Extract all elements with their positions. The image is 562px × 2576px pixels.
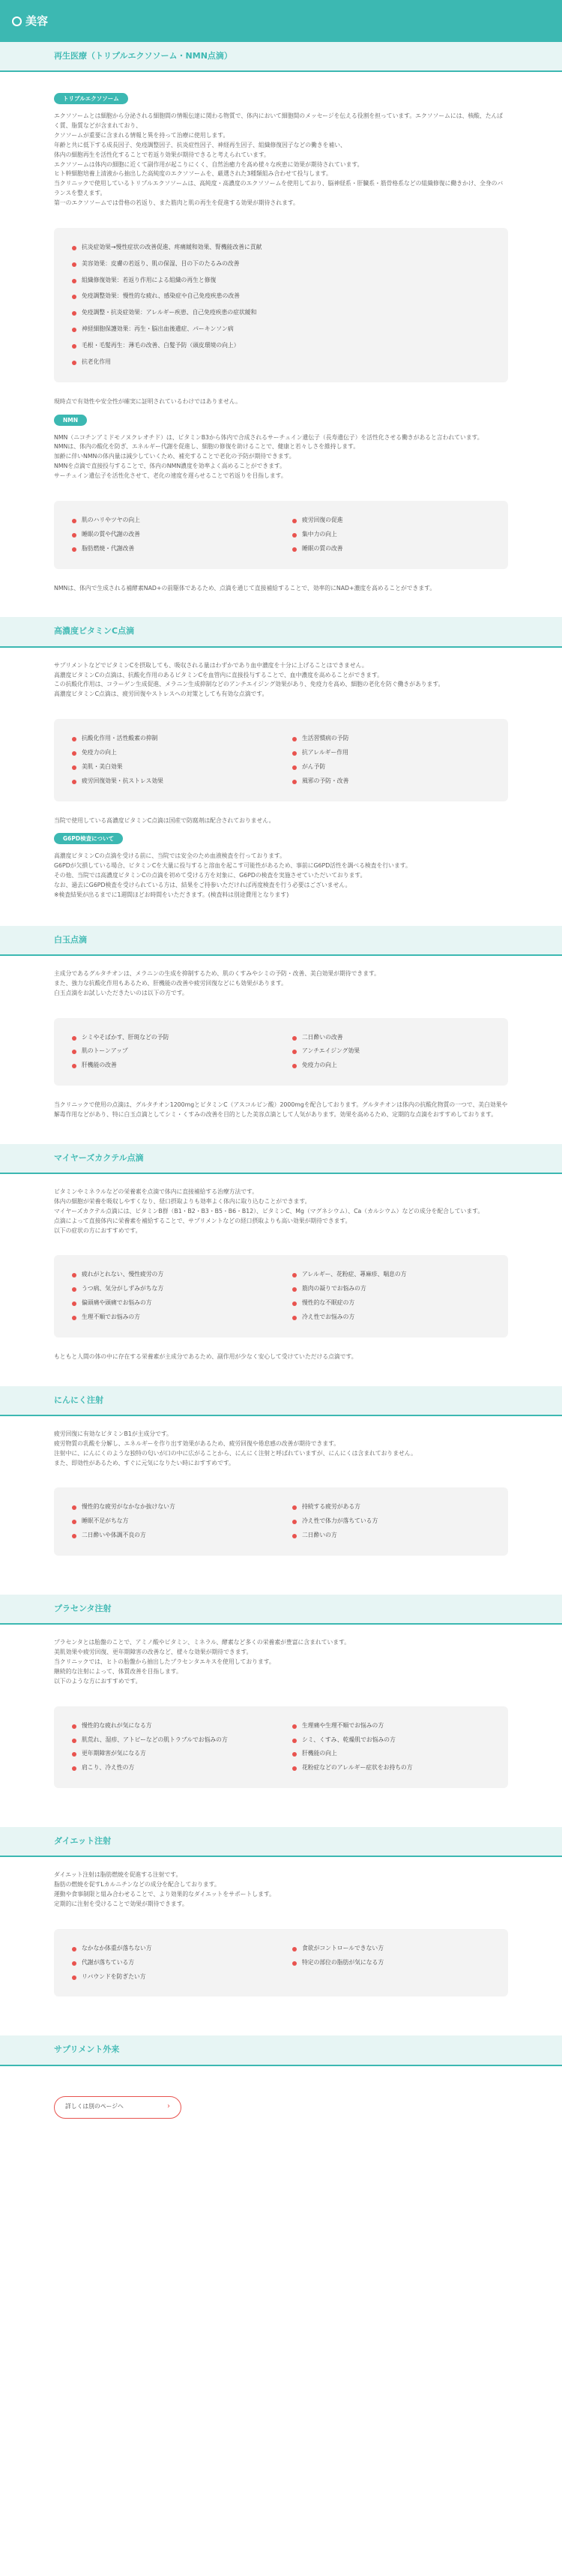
benefit-text: 集中力の向上 xyxy=(302,530,337,538)
benefit-item xyxy=(72,358,490,367)
benefit-item xyxy=(292,1284,490,1294)
benefit-item xyxy=(292,1736,490,1745)
bullet-dot-icon xyxy=(72,1036,76,1041)
description-line: なお、過去にG6PD検査を受けられている方は、結果をご持参いただければ再度検査を行う必要はございません。 xyxy=(54,881,351,888)
benefit-text: 疲労回復効果・抗ストレス効果 xyxy=(82,777,163,784)
description-line: 脂肪の燃焼を促すLカルニチンなどの成分を配合しております。 xyxy=(54,1881,220,1889)
section-body xyxy=(0,1174,562,1386)
benefit-item xyxy=(72,530,270,540)
description-line: ダイエット注射は脂肪燃焼を促進する注射です。 xyxy=(54,1871,182,1879)
benefits-list xyxy=(72,734,490,786)
description-line: クソソームが重要に含まれる情報と異を持って治療に使用します。 xyxy=(54,132,229,139)
bullet-dot-icon xyxy=(292,533,297,538)
page-header xyxy=(0,0,562,42)
benefit-item xyxy=(292,1313,490,1322)
bullet-dot-icon xyxy=(72,1724,76,1729)
description-line: ヒト幹細胞培養上清液から抽出した高純度のエクソソームを、厳選された3種類組み合わせて投与します。 xyxy=(54,170,332,178)
benefit-text: 脂肪燃焼・代謝改善 xyxy=(82,544,135,552)
bullet-dot-icon xyxy=(72,1273,76,1278)
benefit-text: 免疫力の向上 xyxy=(302,1062,337,1069)
description-line: その他、当院では高濃度ビタミンCの点滴を初めて受ける方を対象に、G6PDの検査を実施させていただいております。 xyxy=(54,872,366,879)
benefit-text: 美肌・美白効果 xyxy=(82,762,123,770)
benefit-item xyxy=(72,1047,270,1056)
description-line: エクソソームは体内の細胞に近くて副作用が起こりにくく、自然治癒力を高め様々な疾患に効果が期待されています。 xyxy=(54,160,363,168)
benefit-text: 肝機能の向上 xyxy=(302,1750,337,1757)
benefit-text: 代謝が落ちている方 xyxy=(82,1958,135,1966)
section-heading: 再生医療（トリプルエクソソーム・NMN点滴） xyxy=(0,42,562,72)
benefit-text: 肝機能の改善 xyxy=(82,1062,117,1069)
description-line: ※検査結果が出るまでに1週間ほどお時間をいただきます。(検査料は別途費用となります) xyxy=(54,891,289,898)
benefit-text: 肌荒れ、湿疹、アトピーなどの肌トラブルでお悩みの方 xyxy=(82,1736,228,1743)
benefit-text: 二日酔いの改善 xyxy=(302,1033,343,1041)
bullet-dot-icon xyxy=(292,1064,297,1068)
bullet-dot-icon xyxy=(72,533,76,538)
details-link-button[interactable] xyxy=(54,2096,181,2119)
section-heading: マイヤーズカクテル点滴 xyxy=(0,1144,562,1174)
benefit-text: 免疫調整効果：慢性的な疲れ、感染症や自己免疫疾患の改善 xyxy=(82,292,240,300)
benefit-item xyxy=(292,1033,490,1043)
benefit-item xyxy=(72,1944,270,1954)
section-heading: ダイエット注射 xyxy=(0,1827,562,1857)
bullet-dot-icon xyxy=(292,1505,297,1510)
bullet-dot-icon xyxy=(72,1752,76,1757)
description xyxy=(54,1871,508,1909)
bullet-dot-icon xyxy=(72,1520,76,1524)
benefit-text: 慢性的な疲れが気になる方 xyxy=(82,1721,152,1729)
benefit-item xyxy=(292,1502,490,1512)
benefit-text: アンチエイジング効果 xyxy=(302,1047,360,1055)
benefit-text: 睡眠の質や代謝の改善 xyxy=(82,530,140,538)
benefits-box xyxy=(54,228,508,382)
bullet-dot-icon xyxy=(72,780,76,784)
note-text: もともと人間の体の中に存在する栄養素が主成分であるため、副作用が少なく安心して受けていただける点滴です。 xyxy=(54,1352,357,1360)
benefit-text: 抗炎症効果→慢性症状の改善促進、疼痛緩和効果、腎機能改善に貢献 xyxy=(82,243,262,250)
section-heading: 高濃度ビタミンC点滴 xyxy=(0,617,562,647)
bullet-dot-icon xyxy=(72,246,76,250)
bullet-dot-icon xyxy=(72,519,76,523)
benefit-item xyxy=(72,777,270,786)
bullet-dot-icon xyxy=(72,311,76,316)
description-line: マイヤーズカクテル点滴には、ビタミンB群（B1・B2・B3・B5・B6・B12）、ビタミンC、Mg（マグネシウム）、Ca（カルシウム）などの成分を配合しています。 xyxy=(54,1207,484,1215)
description-line: 体内の細胞が栄養を吸収しやすくなり、経口摂取よりも効率よく体内に取り込むことができます。 xyxy=(54,1198,311,1206)
section-heading: プラセンタ注射 xyxy=(0,1595,562,1625)
benefit-text: 二日酔いの方 xyxy=(302,1532,337,1539)
description-line: NMNを点滴で直接投与することで、体内のNMN濃度を効率よく高めることができます。 xyxy=(54,463,285,470)
bullet-dot-icon xyxy=(72,765,76,770)
note-text: 当クリニックで使用の点滴は、グルタチオン1200mgとビタミンC（アスコルビン酸）2000mgを配合しております。グルタチオンは体内の抗酸化物質の一つで、美白効果や解毒作用などがあり、特に白玉点滴としてシミ・くすみの改善を目的とした美容点滴として人気があります。効果を高めるため、定期的な点滴をおすすめしております。 xyxy=(54,1101,508,1118)
benefits-list xyxy=(72,1270,490,1322)
benefit-item xyxy=(72,1298,270,1308)
benefit-item xyxy=(72,1972,270,1982)
note-text: 現時点で有効性や安全性が確実に証明されているわけではありません。 xyxy=(54,397,241,405)
benefits-list xyxy=(72,516,490,554)
benefits-list xyxy=(72,243,490,367)
note-text: NMNは、体内で生成される補酵素NAD+の前駆体であるため、点滴を通じて直接補給することで、効率的にNAD+濃度を高めることができます。 xyxy=(54,584,436,592)
sub-heading-badge: G6PD検査について xyxy=(54,833,123,844)
benefit-item xyxy=(292,530,490,540)
benefit-text: 生理痛や生理不順でお悩みの方 xyxy=(302,1721,384,1729)
benefit-item xyxy=(292,1944,490,1954)
benefit-text: シミやそばかす、肝斑などの予防 xyxy=(82,1033,169,1041)
benefit-item xyxy=(72,1763,270,1773)
bullet-dot-icon xyxy=(72,1947,76,1951)
bullet-dot-icon xyxy=(72,1766,76,1771)
benefit-text: 疲労回復の促進 xyxy=(302,516,343,523)
benefit-text: 筋肉の凝りでお悩みの方 xyxy=(302,1285,366,1292)
bullet-dot-icon xyxy=(292,1752,297,1757)
bullet-dot-icon xyxy=(292,519,297,523)
bullet-dot-icon xyxy=(292,1036,297,1041)
benefit-text: 風邪の予防・改善 xyxy=(302,777,349,784)
bullet-dot-icon xyxy=(292,1287,297,1292)
benefit-text: 生理不順でお悩みの方 xyxy=(82,1313,140,1321)
benefit-item xyxy=(72,341,490,351)
bullet-dot-icon xyxy=(292,1724,297,1729)
benefit-item xyxy=(292,516,490,526)
benefit-item xyxy=(72,1270,270,1280)
benefit-item xyxy=(72,243,490,253)
description-line: この抗酸化作用は、コラーゲン生成促進、メラニン生成抑制などのアンチエイジング効果があり、免疫力を高め、細胞の老化を防ぐ働きがあります。 xyxy=(54,681,444,688)
description-line: 加齢に伴いNMNの体内量は減少していくため、補充することで老化の予防が期待できます。 xyxy=(54,453,295,460)
benefit-item xyxy=(72,1517,270,1526)
benefit-item xyxy=(292,1749,490,1759)
benefit-item xyxy=(292,748,490,758)
benefit-item xyxy=(292,734,490,744)
benefit-text: 美容効果：皮膚の若返り、肌の保湿、目の下のたるみの改善 xyxy=(82,259,240,267)
bullet-dot-icon xyxy=(72,1287,76,1292)
benefit-item xyxy=(72,1958,270,1968)
benefit-item xyxy=(72,748,270,758)
description-line: 美肌効果や疲労回復、更年期障害の改善など、様々な効果が期待できます。 xyxy=(54,1649,253,1656)
description-line: 白玉点滴をお試しいただきたいのは以下の方です。 xyxy=(54,989,188,996)
bullet-dot-icon xyxy=(292,751,297,756)
description xyxy=(54,112,508,208)
benefits-list xyxy=(72,1502,490,1541)
section-body xyxy=(0,648,562,926)
benefits-box xyxy=(54,1706,508,1788)
description-line: 点滴によって直接体内に栄養素を補給することで、サプリメントなどの経口摂取よりも高い効果が期待できます。 xyxy=(54,1217,351,1224)
benefit-text: 偏頭痛や頭痛でお悩みの方 xyxy=(82,1299,152,1307)
benefit-item xyxy=(72,1749,270,1759)
section-body xyxy=(0,2066,562,2143)
benefit-item xyxy=(72,544,270,554)
benefits-box xyxy=(54,1255,508,1337)
description xyxy=(54,1430,508,1468)
benefit-text: 更年期障害が気になる方 xyxy=(82,1750,146,1757)
benefits-list xyxy=(72,1033,490,1071)
page-title: 美容 xyxy=(25,13,49,28)
circle-icon xyxy=(12,16,22,26)
benefit-item xyxy=(292,1517,490,1526)
description-line: プラセンタとは胎盤のことで、アミノ酸やビタミン、ミネラル、酵素など多くの栄養素が豊富に含まれています。 xyxy=(54,1639,351,1646)
benefit-text: リバウンドを防ぎたい方 xyxy=(82,1972,146,1980)
bullet-dot-icon xyxy=(292,780,297,784)
description-line: 当クリニックでは、ヒトの胎盤から抽出したプラセンタエキスを使用しております。 xyxy=(54,1658,275,1666)
note-text: 当院で使用している高濃度ビタミンC点滴は国産で防腐剤は配合されておりません。 xyxy=(54,816,275,824)
benefit-text: 免疫力の向上 xyxy=(82,748,117,756)
benefit-text: 免疫調整・抗炎症効果：アレルギー疾患、自己免疫疾患の症状緩和 xyxy=(82,309,257,316)
description-line: 高濃度ビタミンC点滴は、疲労回復やストレスへの対策としても有効な点滴です。 xyxy=(54,690,268,698)
description-line: 体内の細胞再生を活性化することで若返り効果が期待できると考えられています。 xyxy=(54,151,270,158)
benefit-item xyxy=(72,516,270,526)
description-line: 高濃度ビタミンCの点滴は、抗酸化作用のあるビタミンCを血管内に直接投与することで、血中濃度を高めることができます。 xyxy=(54,671,383,678)
section-heading: サプリメント外来 xyxy=(0,2035,562,2065)
description-line: また、即効性があるため、すぐに元気になりたい時におすすめです。 xyxy=(54,1459,235,1466)
description-line: NMNは、体内の酸化を防ぎ、エネルギー代謝を促進し、細胞の修復を助けることで、健康と若々しさを維持します。 xyxy=(54,443,360,451)
bullet-dot-icon xyxy=(72,1961,76,1966)
description-line: 年齢と共に低下する成長因子、免疫調整因子、抗炎症性因子、神経再生因子、組織修復因子などの働きを補い、 xyxy=(54,141,346,148)
bullet-dot-icon xyxy=(72,547,76,552)
description-line: G6PDが欠損している場合、ビタミンCを大量に投与すると溶血を起こす可能性があるため、事前にG6PD活性を調べる検査を行います。 xyxy=(54,862,411,870)
benefit-text: 神経細胞保護効果：再生・脳出血後遺症、パーキンソン病 xyxy=(82,325,234,333)
bullet-dot-icon xyxy=(72,279,76,283)
section-body xyxy=(0,72,562,617)
bullet-dot-icon xyxy=(292,1961,297,1966)
benefit-item xyxy=(292,1298,490,1308)
benefit-item xyxy=(72,1721,270,1731)
benefit-text: 持続する疲労がある方 xyxy=(302,1503,360,1511)
benefit-text: 毛根・毛髪再生：薄毛の改善、白髪予防（頭皮環境の向上） xyxy=(82,342,240,349)
bullet-dot-icon xyxy=(292,1316,297,1320)
benefit-item xyxy=(72,762,270,772)
benefit-item xyxy=(72,1531,270,1541)
benefit-text: 慢性的な不眠症の方 xyxy=(302,1299,355,1307)
benefit-text: うつ病、気分がしずみがちな方 xyxy=(82,1285,164,1292)
benefits-box xyxy=(54,1018,508,1086)
description-line: ビタミンやミネラルなどの栄養素を点滴で体内に直接補給する治療方法です。 xyxy=(54,1188,259,1196)
benefit-item xyxy=(72,1736,270,1745)
benefit-item xyxy=(72,1502,270,1512)
bullet-dot-icon xyxy=(72,1505,76,1510)
description xyxy=(54,969,508,999)
description xyxy=(54,1638,508,1686)
bullet-dot-icon xyxy=(292,1520,297,1524)
description xyxy=(54,852,508,900)
benefit-item xyxy=(292,777,490,786)
bullet-dot-icon xyxy=(72,1534,76,1538)
bullet-dot-icon xyxy=(292,1534,297,1538)
bullet-dot-icon xyxy=(292,547,297,552)
benefit-text: 抗老化作用 xyxy=(82,358,111,365)
sub-heading-badge: トリプルエクソソーム xyxy=(54,93,128,104)
benefits-box xyxy=(54,501,508,569)
description-line: サプリメントなどでビタミンCを摂取しても、吸収される量はわずかであり血中濃度を十分に上げることはできません。 xyxy=(54,661,368,669)
benefits-box xyxy=(54,719,508,801)
benefit-text: 二日酔いや体調不良の方 xyxy=(82,1532,146,1539)
benefit-item xyxy=(292,544,490,554)
bullet-dot-icon xyxy=(292,1301,297,1306)
benefit-item xyxy=(72,1033,270,1043)
description-line: また、強力な抗酸化作用もあるため、肝機能の改善や疲労回復などにも効果があります。 xyxy=(54,979,287,987)
description-line: 注射中に、にんにくのような独特の匂いが口の中に広がることから、にんにく注射と呼ばれていますが、にんにくは含まれておりません。 xyxy=(54,1449,417,1457)
benefit-text: がん予防 xyxy=(302,762,326,770)
benefits-list xyxy=(72,1944,490,1982)
description-line: 疲労回復に有効なビタミンB1が主成分です。 xyxy=(54,1430,172,1438)
chevron-right-icon: › xyxy=(167,2102,170,2111)
description-line: NMN（ニコチンアミドモノヌクレオチド）は、ビタミンB3から体内で合成されるサーチュイン遺伝子（長寿遺伝子）を活性化させる働きがあると言われています。 xyxy=(54,433,483,441)
benefit-text: 組織修復効果：若返り作用による組織の再生と修復 xyxy=(82,276,217,283)
benefit-text: 肩こり、冷え性の方 xyxy=(82,1764,135,1772)
description-line: 高濃度ビタミンCの点滴を受ける前に、当院では安全のため血液検査を行っております。 xyxy=(54,852,285,860)
benefit-text: 生活習慣病の予防 xyxy=(302,735,349,742)
benefit-text: 花粉症などのアレルギー症状をお持ちの方 xyxy=(302,1764,413,1772)
section-body xyxy=(0,1857,562,2035)
description xyxy=(54,661,508,699)
benefit-item xyxy=(292,1061,490,1071)
benefits-box xyxy=(54,1929,508,1997)
benefit-item xyxy=(72,292,490,301)
description-line: 継続的な注射によって、体質改善を目指します。 xyxy=(54,1667,182,1675)
section-body xyxy=(0,1416,562,1595)
benefits-box xyxy=(54,1487,508,1556)
benefit-item xyxy=(292,1531,490,1541)
benefit-text: シミ、くすみ、乾燥肌でお悩みの方 xyxy=(302,1736,396,1743)
benefit-item xyxy=(72,259,490,269)
bullet-dot-icon xyxy=(292,1947,297,1951)
bullet-dot-icon xyxy=(72,751,76,756)
benefit-item xyxy=(292,1721,490,1731)
description xyxy=(54,433,508,481)
description-line: 以下の症状の方におすすめです。 xyxy=(54,1227,142,1234)
description-line: サーチュイン遺伝子を活性化させて、老化の速度を遅らせることで若返りを目指します。 xyxy=(54,472,287,480)
benefit-item xyxy=(72,276,490,286)
description-line: エクソソームとは細胞から分泌される細胞間の情報伝達に関わる物質で、体内において細胞間のメッセージを伝える役割を担っています。エクソソームには、核酸、たんぱく質、脂質などが含まれており、 xyxy=(54,112,504,130)
bullet-dot-icon xyxy=(72,737,76,741)
details-link-label: 詳しくは別のページへ xyxy=(65,2103,124,2110)
benefit-text: 抗酸化作用・活性酸素の抑制 xyxy=(82,735,158,742)
description-line: 当クリニックで使用しているトリプルエクソソームは、高純度・高濃度のエクソソームを使用しており、脳神経系・肝臓系・筋骨格系などの組織修復に働きかけ、全身のバランスを整えます。 xyxy=(54,180,504,197)
bullet-dot-icon xyxy=(292,765,297,770)
benefit-text: なかなか体重が落ちない方 xyxy=(82,1944,152,1951)
bullet-dot-icon xyxy=(292,1739,297,1743)
benefit-item xyxy=(292,762,490,772)
benefit-text: 抗アレルギー作用 xyxy=(302,748,348,756)
benefit-item xyxy=(292,1270,490,1280)
benefit-item xyxy=(72,308,490,318)
bullet-dot-icon xyxy=(72,1050,76,1054)
section-heading: 白玉点滴 xyxy=(0,926,562,956)
benefit-item xyxy=(292,1763,490,1773)
benefit-text: 肌のハリやツヤの向上 xyxy=(82,516,140,523)
description-line: 主成分であるグルタチオンは、メラニンの生成を抑制するため、肌のくすみやシミの予防・改善、美白効果が期待できます。 xyxy=(54,969,380,977)
bullet-dot-icon xyxy=(292,1273,297,1278)
benefit-item xyxy=(72,734,270,744)
description-line: 以下のような方におすすめです。 xyxy=(54,1677,142,1685)
benefit-item xyxy=(72,1284,270,1294)
bullet-dot-icon xyxy=(72,1064,76,1068)
description-line: 第一のエクソソームでは骨格の若返り、また筋肉と肌の再生を促進する効果が期待されます。 xyxy=(54,199,299,207)
description xyxy=(54,1188,508,1236)
bullet-dot-icon xyxy=(72,1739,76,1743)
description-line: 疲労物質の乳酸を分解し、エネルギーを作り出す効果があるため、疲労回復や倦怠感の改善が期待できます。 xyxy=(54,1439,340,1447)
benefit-item xyxy=(72,325,490,334)
bullet-dot-icon xyxy=(72,1301,76,1306)
benefit-text: 睡眠不足がちな方 xyxy=(82,1517,129,1525)
section-body xyxy=(0,956,562,1144)
bullet-dot-icon xyxy=(72,262,76,267)
benefit-text: 疲れがとれない、慢性疲労の方 xyxy=(82,1271,164,1278)
benefit-item xyxy=(72,1061,270,1071)
bullet-dot-icon xyxy=(292,1050,297,1054)
bullet-dot-icon xyxy=(292,1766,297,1771)
description-line: 運動や食事制限と組み合わせることで、より効果的なダイエットをサポートします。 xyxy=(54,1891,275,1898)
bullet-dot-icon xyxy=(72,1316,76,1320)
section-heading: にんにく注射 xyxy=(0,1386,562,1416)
description-line: 定期的に注射を受けることで効果が期待できます。 xyxy=(54,1900,188,1907)
benefit-text: 冷え性で体力が落ちている方 xyxy=(302,1517,378,1525)
benefits-list xyxy=(72,1721,490,1773)
benefit-item xyxy=(292,1047,490,1056)
bullet-dot-icon xyxy=(72,361,76,365)
benefit-text: 特定の部位の脂肪が気になる方 xyxy=(302,1958,384,1966)
section-body xyxy=(0,1625,562,1827)
benefit-item xyxy=(292,1958,490,1968)
bullet-dot-icon xyxy=(72,295,76,299)
benefit-text: 食欲がコントロールできない方 xyxy=(302,1944,384,1951)
benefit-text: アレルギー、花粉症、蕁麻疹、喘息の方 xyxy=(302,1271,407,1278)
benefit-text: 冷え性でお悩みの方 xyxy=(302,1313,355,1321)
sub-heading-badge: NMN xyxy=(54,415,87,426)
main-content xyxy=(0,42,562,2143)
bullet-dot-icon xyxy=(72,328,76,332)
benefit-text: 慢性的な疲労がなかなか抜けない方 xyxy=(82,1503,175,1511)
benefit-text: 睡眠の質の改善 xyxy=(302,544,343,552)
bullet-dot-icon xyxy=(292,737,297,741)
benefit-item xyxy=(72,1313,270,1322)
bullet-dot-icon xyxy=(72,344,76,349)
benefit-text: 肌のトーンアップ xyxy=(82,1047,128,1055)
bullet-dot-icon xyxy=(72,1975,76,1980)
